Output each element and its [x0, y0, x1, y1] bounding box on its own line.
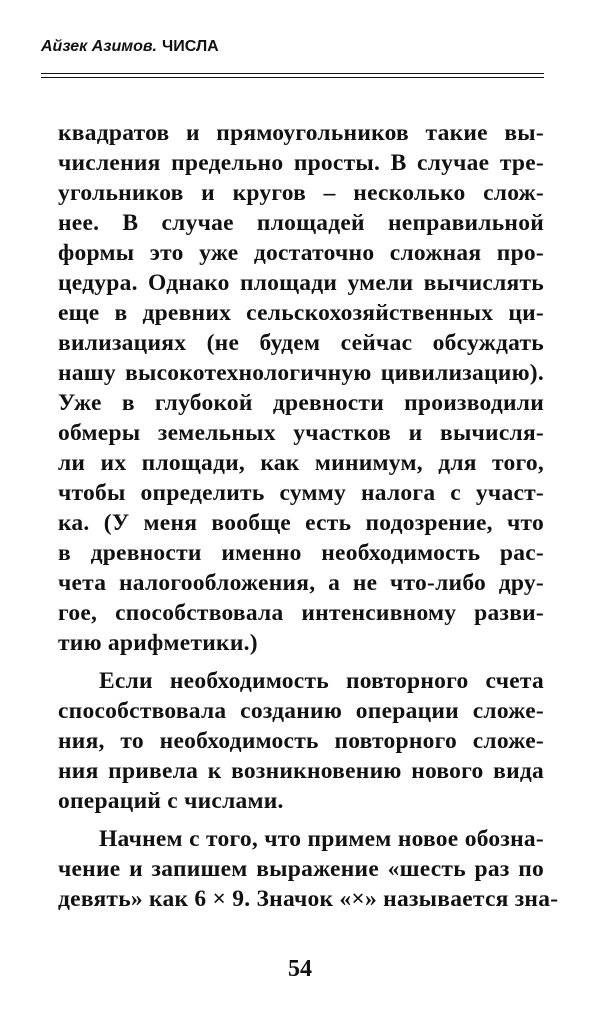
text-line: чета налогообложения, а не что-либо дру-	[58, 570, 544, 596]
text-line: Начнем с того, что примем новое обозна-	[99, 826, 544, 852]
text-line: формы это уже достаточно сложная про-	[58, 240, 544, 266]
text-line: обмеры земельных участков и вычисля-	[58, 420, 544, 446]
header-rule-top	[41, 73, 544, 74]
text-line: чтобы определить сумму налога с участ-	[58, 480, 544, 506]
paragraph-3	[58, 824, 559, 914]
text-line: Если необходимость повторного счета	[99, 668, 544, 694]
text-line: угольников и кругов – несколько слож-	[58, 180, 544, 206]
header-author: Айзек Азимов.	[41, 38, 157, 55]
text-line: в древности именно необходимость рас-	[58, 540, 544, 566]
text-line: девять» как 6 × 9. Значок «×» называется зна-	[58, 886, 559, 912]
text-line: нее. В случае площадей неправильной	[58, 210, 544, 236]
running-header	[41, 36, 541, 57]
header-rule-bottom	[41, 77, 544, 78]
text-line: гое, способствовала интенсивному разви-	[58, 600, 544, 626]
header-title: ЧИСЛА	[162, 38, 219, 55]
text-line: ли их площади, как минимум, для того,	[58, 450, 544, 476]
text-line: ния, то необходимость повторного сложе-	[58, 728, 544, 754]
text-line: операций с числами.	[58, 788, 284, 814]
page-number: 54	[288, 956, 312, 982]
text-line: ка. (У меня вообще есть подозрение, что	[58, 510, 544, 536]
text-line: тию арифметики.)	[58, 630, 258, 656]
text-line: Уже в глубокой древности производили	[58, 390, 544, 416]
text-line: числения предельно просты. В случае тре-	[58, 150, 544, 176]
paragraph-gap	[58, 816, 544, 824]
text-line: чение и запишем выражение «шесть раз по	[58, 856, 544, 882]
text-line: цедура. Однако площади умели вычислять	[58, 270, 544, 296]
paragraph-1	[58, 118, 544, 658]
text-line: ния привела к возникновению нового вида	[58, 758, 544, 784]
text-line: вилизациях (не будем сейчас обсуждать	[58, 330, 544, 356]
text-line: способствовала созданию операции сложе-	[58, 698, 544, 724]
paragraph-gap	[58, 658, 544, 666]
text-line: нашу высокотехнологичную цивилизацию).	[58, 360, 544, 386]
text-line: квадратов и прямоугольников такие вы-	[58, 120, 544, 146]
paragraph-2	[58, 666, 544, 816]
body-text	[58, 118, 559, 914]
text-line: еще в древних сельскохозяйственных ци-	[58, 300, 544, 326]
